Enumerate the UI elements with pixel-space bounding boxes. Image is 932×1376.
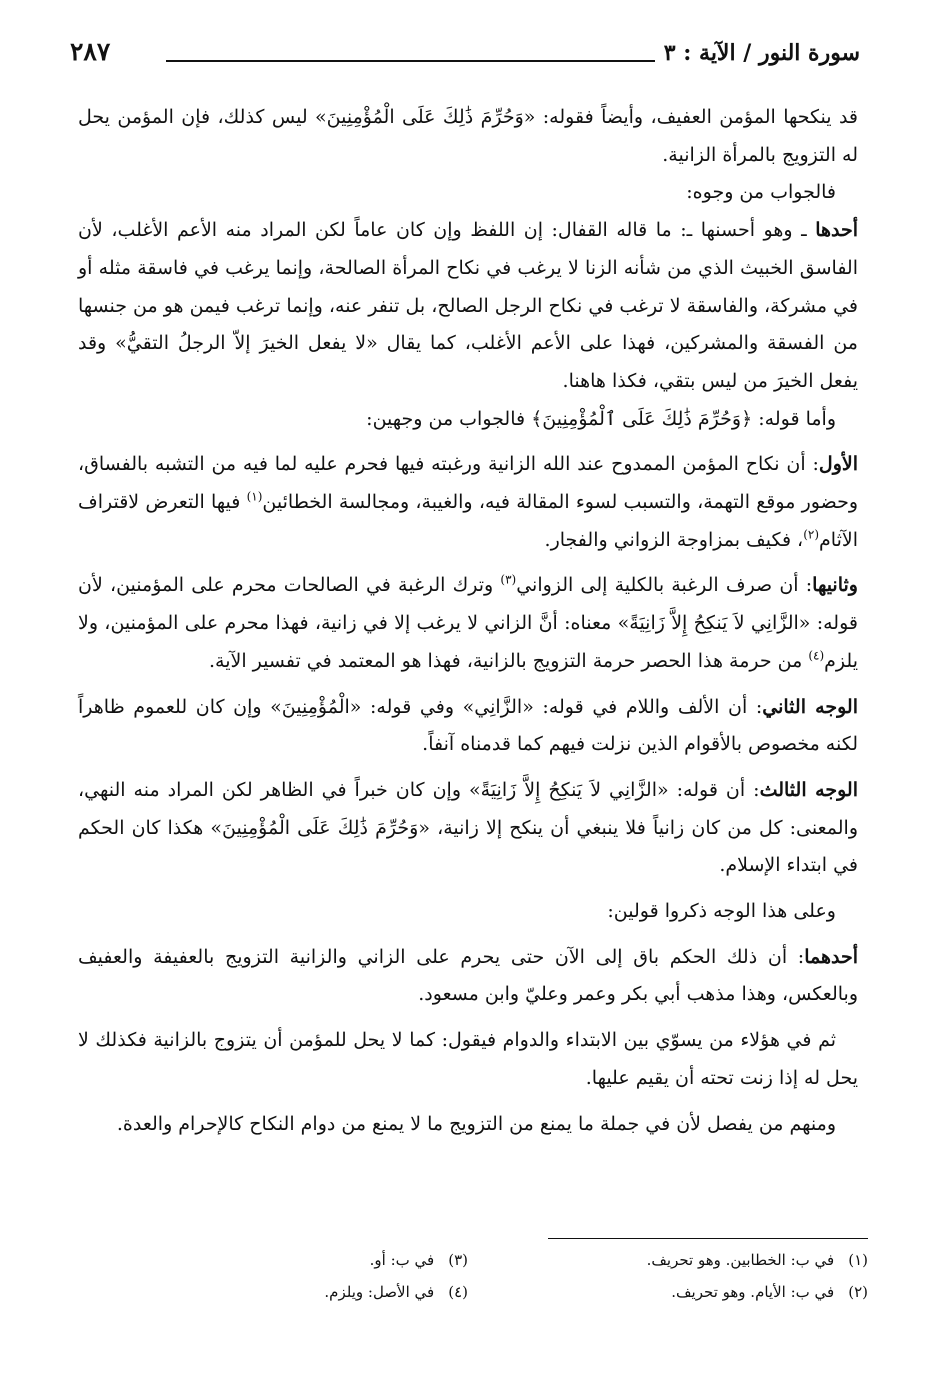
paragraph-text: : أن الألف واللام في قوله: «الزَّانِي» وفي قوله: «الْمُؤْمِنِينَ» وإن كان للعموم ظاهراً لكنه مخصوص بالأقوام الذين نزلت فيهم كما قدمناه آنفاً. xyxy=(78,695,858,756)
paragraph-2 xyxy=(78,174,858,212)
paragraph-4 xyxy=(78,401,858,439)
footnote-number: (١) xyxy=(848,1251,868,1269)
paragraph-lead: أحدهما xyxy=(804,945,858,968)
paragraph-11 xyxy=(78,1022,858,1097)
paragraph-text: قد ينكحها المؤمن العفيف، وأيضاً فقوله: «وَحُرِّمَ ذَٰلِكَ عَلَى الْمُؤْمِنِينَ» ليس كذلك، فإن المؤمن يحل له التزويج بالمرأة الزانية. xyxy=(78,106,858,166)
footnote-number: (٢) xyxy=(848,1283,868,1301)
paragraph-8 xyxy=(78,772,858,885)
footnote-ref[interactable]: (٣) xyxy=(500,573,517,588)
footnote-4 xyxy=(324,1280,468,1304)
paragraph-text: فالجواب من وجوه: xyxy=(686,181,836,204)
footnote-ref[interactable]: (٤) xyxy=(808,648,825,663)
footnote-text: في ب: الخطابين. وهو تحريف. xyxy=(646,1251,835,1269)
paragraph-text: وترك الرغبة في الصالحات محرم على المؤمنين، لأن قوله: «الزَّانِي لاَ يَنكِحُ إِلاَّ زَانِيَةً» معناه: أنَّ الزاني لا يرغب إلا في زانية، فهذا محرم على المؤمنين، ولا يلزم xyxy=(78,574,858,672)
paragraph-1 xyxy=(78,99,858,174)
paragraph-text: ومنهم من يفصل لأن في جملة ما يمنع من التزويج ما لا يمنع من دوام النكاح كالإحرام والعدة. xyxy=(116,1112,836,1135)
paragraph-text: فيها التعرض لاقتراف الآثام xyxy=(78,491,858,551)
paragraph-text: : أن قوله: «الزَّانِي لاَ يَنكِحُ إِلاَّ زَانِيَةً» وإن كان خبراً في الظاهر لكن المراد منه النهي، والمعنى: كل من كان زانياً فلا ينبغي أن ينكح إلا زانية، «وَحُرِّمَ ذَٰلِكَ عَلَى الْمُؤْمِنِينَ» هكذا كان الحكم في ابتداء الإسلام. xyxy=(78,778,858,877)
paragraph-lead: وثانيها xyxy=(812,574,858,597)
footnote-text: في ب: أو. xyxy=(369,1251,435,1269)
paragraph-text: من حرمة هذا الحصر حرمة التزويج بالزانية، فهذا هو المعتمد في تفسير الآية. xyxy=(209,649,809,672)
paragraph-lead: الوجه الثالث xyxy=(759,778,858,801)
paragraph-lead: الأول xyxy=(818,453,858,476)
footnote-2 xyxy=(671,1280,868,1304)
footnote-number: (٣) xyxy=(448,1251,468,1269)
paragraph-7 xyxy=(78,689,858,764)
paragraph-text: ، فكيف بمزاوجة الزواني والفجار. xyxy=(544,528,804,551)
header-rule xyxy=(166,60,655,62)
footnote-number: (٤) xyxy=(448,1283,468,1301)
footnote-text: في الأصل: ويلزم. xyxy=(324,1283,435,1301)
footnote-ref[interactable]: (١) xyxy=(246,489,263,504)
footnote-1 xyxy=(647,1248,868,1272)
footnote-3 xyxy=(370,1248,468,1272)
paragraph-text: وعلى هذا الوجه ذكروا قولين: xyxy=(607,900,836,923)
paragraph-10 xyxy=(78,939,858,1014)
paragraph-text: ثم في هؤلاء من يسوّي بين الابتداء والدوام فيقول: كما لا يحل للمؤمن أن يتزوج بالزانية فكذلك لا يحل له إذا زنت تحته أن يقيم عليها. xyxy=(78,1029,858,1089)
paragraph-text: : أن ذلك الحكم باق إلى الآن حتى يحرم على الزاني والزانية التزويج بالعفيفة والعفيف وبالعكس، وهذا مذهب أبي بكر وعمر وعليّ وابن مسعود. xyxy=(78,945,858,1006)
main-text xyxy=(78,99,858,1151)
paragraph-3 xyxy=(78,212,858,401)
footnote-text: في ب: الأيام. وهو تحريف. xyxy=(671,1283,835,1301)
paragraph-text: وأما قوله: ﴿وَحُرِّمَ ذَٰلِكَ عَلَى ٱلْمُؤْمِنِينَ﴾ فالجواب من وجهين: xyxy=(366,407,836,430)
running-header xyxy=(70,36,860,80)
paragraph-lead: الوجه الثاني xyxy=(762,695,858,718)
paragraph-5 xyxy=(78,446,858,559)
page-number: ٢٨٧ xyxy=(70,37,111,66)
paragraph-9 xyxy=(78,893,858,931)
paragraph-text: : أن صرف الرغبة بالكلية إلى الزواني xyxy=(516,574,813,597)
paragraph-6 xyxy=(78,567,858,680)
footnote-rule xyxy=(548,1238,868,1239)
footnote-ref[interactable]: (٢) xyxy=(803,527,820,542)
header-title: سورة النور / الآية : ٣ xyxy=(663,40,860,66)
paragraph-12 xyxy=(78,1106,858,1144)
paragraph-text: ـ وهو أحسنها ـ: ما قاله القفال: إن اللفظ وإن كان عاماً لكن المراد منه الأعم الأغلب، لأن الفاسق الخبيث الذي من شأنه الزنا لا يرغب في نكاح المرأة الصالحة، وإنما يرغب في فاسقة مثله أو في مشركة، والفاسقة لا ترغب في نكاح الرجل الصالح، بل تنفر عنه، وإنما ترغب فيمن هو من جنسها من الفسقة والمشركين، فهذا على الأعم الأغلب، كما يقال «لا يفعل الخيرَ إلاّ الرجلُ التقيُّ» وقد يفعل الخيرَ من ليس بتقي، فكذا هاهنا. xyxy=(78,219,858,392)
paragraph-text: : أن نكاح المؤمن الممدوح عند الله الزانية ورغبته فيها فحرم عليه لما فيه من التشبه بالفساق، وحضور موقع التهمة، والتسبب لسوء المقالة فيه، والغيبة، ومجالسة الخطائين xyxy=(78,453,859,514)
paragraph-lead: أحدها xyxy=(815,219,858,242)
